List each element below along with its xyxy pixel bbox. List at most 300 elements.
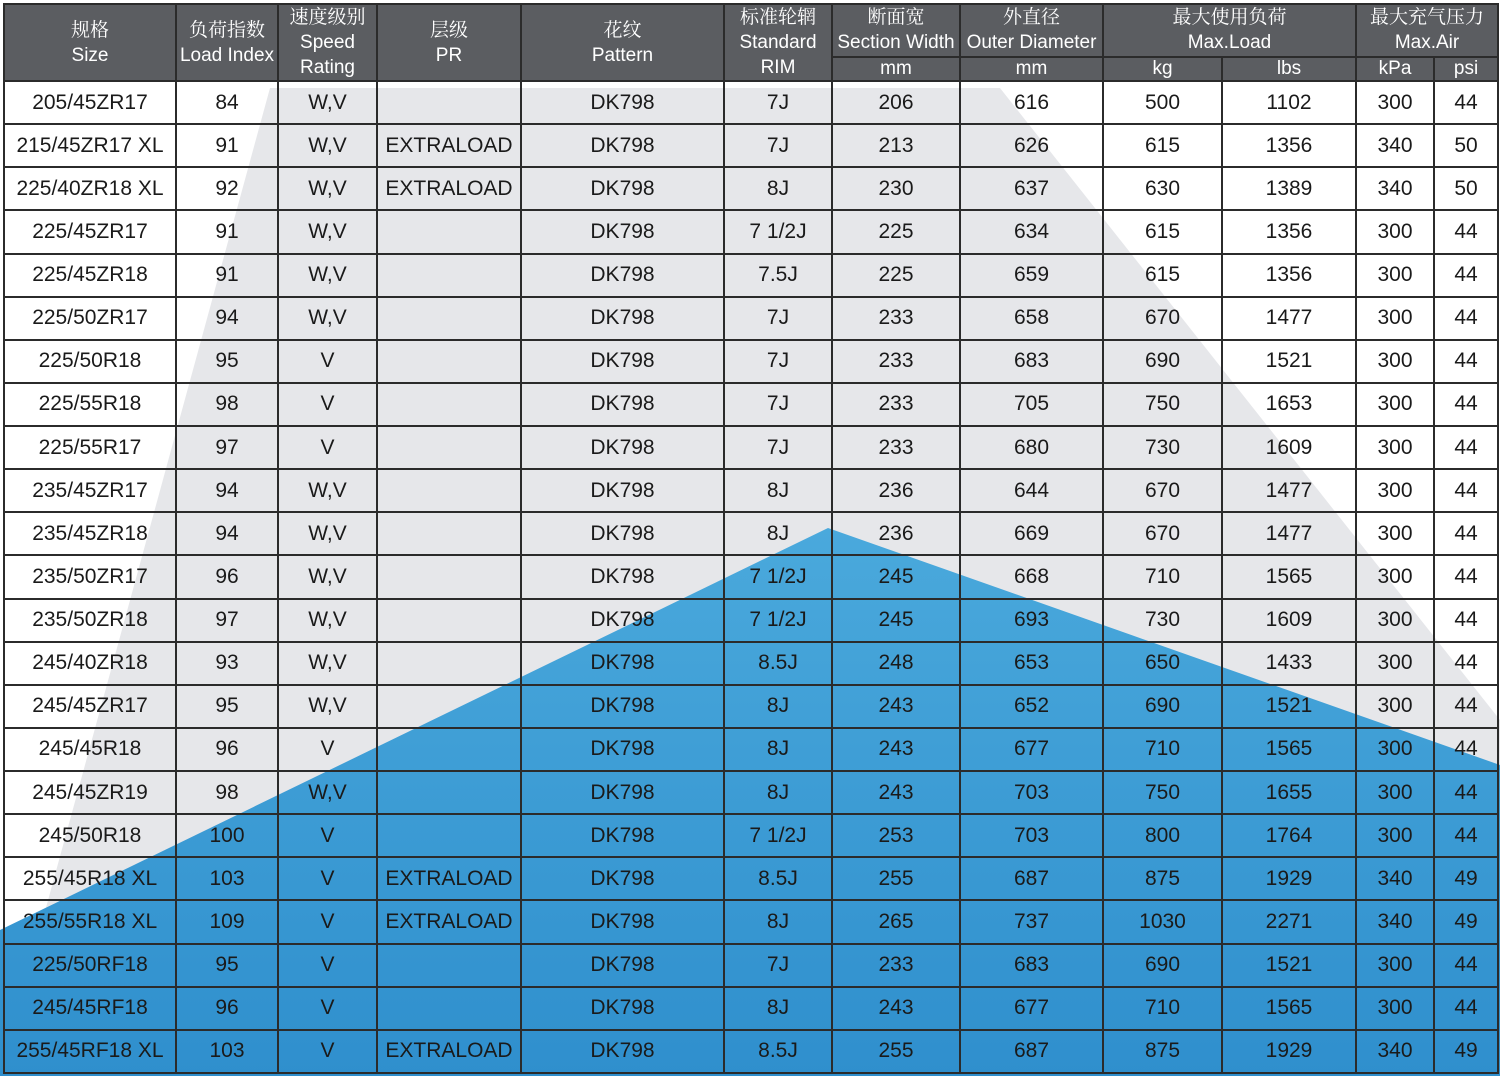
cell-max-air-psi: 44 bbox=[1434, 297, 1498, 340]
table-row bbox=[4, 555, 1498, 598]
cell-speed-rating: V bbox=[278, 987, 377, 1030]
cell-max-air-kpa: 300 bbox=[1356, 383, 1434, 426]
cell-max-air-psi: 44 bbox=[1434, 81, 1498, 124]
cell-max-air-kpa: 340 bbox=[1356, 857, 1434, 900]
cell-max-air-kpa: 300 bbox=[1356, 297, 1434, 340]
cell-max-load-kg: 670 bbox=[1103, 469, 1222, 512]
cell-speed-rating: W,V bbox=[278, 685, 377, 728]
cell-max-air-kpa: 300 bbox=[1356, 599, 1434, 642]
cell-max-air-kpa: 300 bbox=[1356, 987, 1434, 1030]
cell-max-load-lbs: 1521 bbox=[1222, 944, 1356, 987]
table-row bbox=[4, 857, 1498, 900]
cell-size: 245/40ZR18 bbox=[4, 642, 176, 685]
cell-load-index: 98 bbox=[176, 771, 278, 814]
cell-max-air-psi: 44 bbox=[1434, 210, 1498, 253]
table-body bbox=[4, 81, 1498, 1073]
cell-max-air-kpa: 340 bbox=[1356, 900, 1434, 943]
cell-max-air-kpa: 300 bbox=[1356, 469, 1434, 512]
unit-section-width-mm: mm bbox=[832, 57, 960, 81]
cell-pr bbox=[377, 383, 521, 426]
table-row bbox=[4, 167, 1498, 210]
cell-pr bbox=[377, 599, 521, 642]
cell-section-width: 230 bbox=[832, 167, 960, 210]
table-row bbox=[4, 124, 1498, 167]
cell-size: 235/50ZR18 bbox=[4, 599, 176, 642]
cell-max-load-kg: 500 bbox=[1103, 81, 1222, 124]
cell-pr bbox=[377, 81, 521, 124]
cell-outer-diameter: 616 bbox=[960, 81, 1103, 124]
cell-max-load-kg: 710 bbox=[1103, 555, 1222, 598]
cell-rim: 7J bbox=[724, 297, 832, 340]
cell-pr bbox=[377, 987, 521, 1030]
cell-rim: 8J bbox=[724, 469, 832, 512]
cell-size: 225/45ZR18 bbox=[4, 254, 176, 297]
cell-speed-rating: V bbox=[278, 383, 377, 426]
table-row bbox=[4, 383, 1498, 426]
cell-max-air-kpa: 300 bbox=[1356, 512, 1434, 555]
table-row bbox=[4, 944, 1498, 987]
cell-speed-rating: W,V bbox=[278, 469, 377, 512]
cell-outer-diameter: 668 bbox=[960, 555, 1103, 598]
cell-rim: 7J bbox=[724, 81, 832, 124]
table-row bbox=[4, 254, 1498, 297]
cell-outer-diameter: 705 bbox=[960, 383, 1103, 426]
table-row bbox=[4, 728, 1498, 771]
cell-max-load-kg: 875 bbox=[1103, 857, 1222, 900]
cell-max-air-kpa: 300 bbox=[1356, 771, 1434, 814]
cell-pattern: DK798 bbox=[521, 987, 724, 1030]
cell-rim: 7 1/2J bbox=[724, 814, 832, 857]
cell-max-load-kg: 650 bbox=[1103, 642, 1222, 685]
cell-pattern: DK798 bbox=[521, 297, 724, 340]
cell-load-index: 100 bbox=[176, 814, 278, 857]
cell-max-air-psi: 44 bbox=[1434, 771, 1498, 814]
cell-load-index: 97 bbox=[176, 426, 278, 469]
cell-rim: 8J bbox=[724, 728, 832, 771]
cell-pattern: DK798 bbox=[521, 81, 724, 124]
cell-max-air-psi: 44 bbox=[1434, 555, 1498, 598]
cell-max-air-kpa: 340 bbox=[1356, 167, 1434, 210]
cell-load-index: 103 bbox=[176, 1030, 278, 1073]
cell-max-air-psi: 44 bbox=[1434, 728, 1498, 771]
cell-section-width: 236 bbox=[832, 469, 960, 512]
cell-pattern: DK798 bbox=[521, 555, 724, 598]
cell-size: 225/50R18 bbox=[4, 340, 176, 383]
cell-pattern: DK798 bbox=[521, 857, 724, 900]
cell-speed-rating: W,V bbox=[278, 124, 377, 167]
cell-max-load-lbs: 1929 bbox=[1222, 1030, 1356, 1073]
cell-max-air-psi: 50 bbox=[1434, 124, 1498, 167]
cell-max-air-kpa: 300 bbox=[1356, 254, 1434, 297]
cell-section-width: 243 bbox=[832, 685, 960, 728]
table-row bbox=[4, 469, 1498, 512]
table-row bbox=[4, 297, 1498, 340]
cell-rim: 7 1/2J bbox=[724, 555, 832, 598]
cell-outer-diameter: 737 bbox=[960, 900, 1103, 943]
cell-load-index: 91 bbox=[176, 124, 278, 167]
cell-pr bbox=[377, 685, 521, 728]
cell-max-air-kpa: 300 bbox=[1356, 555, 1434, 598]
unit-max-air-kpa: kPa bbox=[1356, 57, 1434, 81]
cell-rim: 8J bbox=[724, 900, 832, 943]
cell-max-load-lbs: 1565 bbox=[1222, 555, 1356, 598]
cell-rim: 8.5J bbox=[724, 642, 832, 685]
cell-speed-rating: V bbox=[278, 857, 377, 900]
cell-load-index: 95 bbox=[176, 685, 278, 728]
cell-pr: EXTRALOAD bbox=[377, 857, 521, 900]
cell-pattern: DK798 bbox=[521, 728, 724, 771]
cell-pattern: DK798 bbox=[521, 383, 724, 426]
cell-pattern: DK798 bbox=[521, 642, 724, 685]
cell-size: 225/45ZR17 bbox=[4, 210, 176, 253]
cell-max-air-psi: 44 bbox=[1434, 599, 1498, 642]
cell-section-width: 255 bbox=[832, 857, 960, 900]
cell-load-index: 92 bbox=[176, 167, 278, 210]
cell-pr: EXTRALOAD bbox=[377, 1030, 521, 1073]
cell-max-load-kg: 730 bbox=[1103, 599, 1222, 642]
cell-outer-diameter: 653 bbox=[960, 642, 1103, 685]
cell-rim: 7 1/2J bbox=[724, 599, 832, 642]
cell-load-index: 95 bbox=[176, 340, 278, 383]
cell-outer-diameter: 669 bbox=[960, 512, 1103, 555]
cell-max-air-psi: 49 bbox=[1434, 857, 1498, 900]
cell-size: 245/45RF18 bbox=[4, 987, 176, 1030]
cell-outer-diameter: 659 bbox=[960, 254, 1103, 297]
table-row bbox=[4, 642, 1498, 685]
cell-max-load-lbs: 1356 bbox=[1222, 124, 1356, 167]
cell-section-width: 233 bbox=[832, 944, 960, 987]
cell-section-width: 233 bbox=[832, 340, 960, 383]
cell-rim: 7.5J bbox=[724, 254, 832, 297]
cell-load-index: 98 bbox=[176, 383, 278, 426]
cell-size: 245/50R18 bbox=[4, 814, 176, 857]
cell-speed-rating: W,V bbox=[278, 167, 377, 210]
cell-max-load-kg: 875 bbox=[1103, 1030, 1222, 1073]
cell-max-air-psi: 44 bbox=[1434, 944, 1498, 987]
cell-pattern: DK798 bbox=[521, 814, 724, 857]
cell-max-load-lbs: 1433 bbox=[1222, 642, 1356, 685]
cell-load-index: 103 bbox=[176, 857, 278, 900]
cell-rim: 8.5J bbox=[724, 1030, 832, 1073]
header-section-width: 断面宽 Section Width bbox=[832, 4, 960, 57]
cell-size: 235/45ZR18 bbox=[4, 512, 176, 555]
cell-pattern: DK798 bbox=[521, 599, 724, 642]
cell-pattern: DK798 bbox=[521, 1030, 724, 1073]
cell-load-index: 96 bbox=[176, 728, 278, 771]
table-row bbox=[4, 1030, 1498, 1073]
cell-size: 225/55R17 bbox=[4, 426, 176, 469]
header-max-air: 最大充气压力 Max.Air bbox=[1356, 4, 1498, 57]
cell-pattern: DK798 bbox=[521, 944, 724, 987]
cell-max-air-kpa: 300 bbox=[1356, 642, 1434, 685]
cell-max-air-psi: 44 bbox=[1434, 512, 1498, 555]
cell-outer-diameter: 637 bbox=[960, 167, 1103, 210]
cell-pr bbox=[377, 254, 521, 297]
cell-max-load-kg: 710 bbox=[1103, 728, 1222, 771]
table-row bbox=[4, 599, 1498, 642]
cell-load-index: 91 bbox=[176, 210, 278, 253]
cell-pr bbox=[377, 728, 521, 771]
cell-load-index: 95 bbox=[176, 944, 278, 987]
cell-outer-diameter: 626 bbox=[960, 124, 1103, 167]
cell-max-air-psi: 49 bbox=[1434, 900, 1498, 943]
cell-rim: 7 1/2J bbox=[724, 210, 832, 253]
unit-max-load-kg: kg bbox=[1103, 57, 1222, 81]
table-row bbox=[4, 512, 1498, 555]
cell-size: 245/45ZR19 bbox=[4, 771, 176, 814]
cell-max-air-kpa: 300 bbox=[1356, 728, 1434, 771]
header-load-index: 负荷指数 Load Index bbox=[176, 4, 278, 81]
cell-max-load-lbs: 1764 bbox=[1222, 814, 1356, 857]
header-speed-rating: 速度级别 Speed Rating bbox=[278, 4, 377, 81]
cell-section-width: 225 bbox=[832, 254, 960, 297]
cell-load-index: 94 bbox=[176, 469, 278, 512]
cell-max-load-lbs: 1102 bbox=[1222, 81, 1356, 124]
cell-max-load-lbs: 1389 bbox=[1222, 167, 1356, 210]
cell-section-width: 233 bbox=[832, 297, 960, 340]
table-row bbox=[4, 685, 1498, 728]
cell-max-load-kg: 690 bbox=[1103, 685, 1222, 728]
cell-size: 225/50RF18 bbox=[4, 944, 176, 987]
cell-rim: 7J bbox=[724, 124, 832, 167]
cell-max-load-lbs: 2271 bbox=[1222, 900, 1356, 943]
tire-spec-table bbox=[3, 3, 1499, 1074]
cell-outer-diameter: 703 bbox=[960, 771, 1103, 814]
cell-max-load-lbs: 1653 bbox=[1222, 383, 1356, 426]
cell-speed-rating: W,V bbox=[278, 512, 377, 555]
cell-section-width: 253 bbox=[832, 814, 960, 857]
cell-pr bbox=[377, 771, 521, 814]
cell-section-width: 213 bbox=[832, 124, 960, 167]
cell-max-load-kg: 690 bbox=[1103, 340, 1222, 383]
cell-speed-rating: W,V bbox=[278, 81, 377, 124]
cell-max-air-psi: 44 bbox=[1434, 426, 1498, 469]
cell-pr bbox=[377, 297, 521, 340]
cell-rim: 8.5J bbox=[724, 857, 832, 900]
cell-size: 225/55R18 bbox=[4, 383, 176, 426]
cell-section-width: 243 bbox=[832, 771, 960, 814]
cell-outer-diameter: 658 bbox=[960, 297, 1103, 340]
cell-pr bbox=[377, 512, 521, 555]
cell-load-index: 94 bbox=[176, 512, 278, 555]
cell-size: 255/45RF18 XL bbox=[4, 1030, 176, 1073]
cell-max-load-lbs: 1521 bbox=[1222, 340, 1356, 383]
cell-outer-diameter: 644 bbox=[960, 469, 1103, 512]
cell-max-air-psi: 44 bbox=[1434, 685, 1498, 728]
header-pattern: 花纹 Pattern bbox=[521, 4, 724, 81]
cell-pattern: DK798 bbox=[521, 685, 724, 728]
cell-max-load-kg: 750 bbox=[1103, 383, 1222, 426]
cell-outer-diameter: 683 bbox=[960, 340, 1103, 383]
cell-max-air-kpa: 340 bbox=[1356, 1030, 1434, 1073]
cell-speed-rating: W,V bbox=[278, 599, 377, 642]
cell-rim: 7J bbox=[724, 944, 832, 987]
cell-section-width: 245 bbox=[832, 599, 960, 642]
cell-size: 235/45ZR17 bbox=[4, 469, 176, 512]
cell-pr bbox=[377, 340, 521, 383]
cell-max-load-kg: 690 bbox=[1103, 944, 1222, 987]
cell-max-air-psi: 44 bbox=[1434, 469, 1498, 512]
cell-size: 225/50ZR17 bbox=[4, 297, 176, 340]
cell-outer-diameter: 703 bbox=[960, 814, 1103, 857]
cell-max-load-lbs: 1609 bbox=[1222, 426, 1356, 469]
cell-max-load-kg: 730 bbox=[1103, 426, 1222, 469]
table-row bbox=[4, 814, 1498, 857]
cell-max-air-kpa: 300 bbox=[1356, 340, 1434, 383]
cell-pr bbox=[377, 642, 521, 685]
cell-section-width: 206 bbox=[832, 81, 960, 124]
cell-outer-diameter: 683 bbox=[960, 944, 1103, 987]
cell-size: 245/45ZR17 bbox=[4, 685, 176, 728]
cell-pattern: DK798 bbox=[521, 900, 724, 943]
cell-pr bbox=[377, 814, 521, 857]
cell-pr bbox=[377, 210, 521, 253]
table-row bbox=[4, 771, 1498, 814]
cell-section-width: 243 bbox=[832, 728, 960, 771]
cell-load-index: 84 bbox=[176, 81, 278, 124]
cell-max-load-kg: 710 bbox=[1103, 987, 1222, 1030]
cell-section-width: 255 bbox=[832, 1030, 960, 1073]
cell-section-width: 248 bbox=[832, 642, 960, 685]
cell-max-air-kpa: 300 bbox=[1356, 814, 1434, 857]
cell-pattern: DK798 bbox=[521, 512, 724, 555]
cell-outer-diameter: 693 bbox=[960, 599, 1103, 642]
cell-load-index: 94 bbox=[176, 297, 278, 340]
cell-rim: 8J bbox=[724, 987, 832, 1030]
cell-max-air-psi: 49 bbox=[1434, 1030, 1498, 1073]
cell-max-load-lbs: 1565 bbox=[1222, 728, 1356, 771]
cell-size: 235/50ZR17 bbox=[4, 555, 176, 598]
cell-speed-rating: V bbox=[278, 814, 377, 857]
cell-rim: 8J bbox=[724, 512, 832, 555]
header-rim: 标准轮辋 Standard RIM bbox=[724, 4, 832, 81]
cell-max-air-kpa: 340 bbox=[1356, 124, 1434, 167]
cell-pattern: DK798 bbox=[521, 340, 724, 383]
table-row bbox=[4, 210, 1498, 253]
cell-rim: 7J bbox=[724, 426, 832, 469]
unit-outer-diameter-mm: mm bbox=[960, 57, 1103, 81]
table-row bbox=[4, 900, 1498, 943]
cell-max-air-psi: 44 bbox=[1434, 814, 1498, 857]
cell-max-load-kg: 1030 bbox=[1103, 900, 1222, 943]
cell-rim: 7J bbox=[724, 340, 832, 383]
cell-outer-diameter: 680 bbox=[960, 426, 1103, 469]
cell-rim: 8J bbox=[724, 771, 832, 814]
header-outer-diameter: 外直径 Outer Diameter bbox=[960, 4, 1103, 57]
cell-load-index: 96 bbox=[176, 987, 278, 1030]
cell-speed-rating: V bbox=[278, 1030, 377, 1073]
cell-size: 215/45ZR17 XL bbox=[4, 124, 176, 167]
cell-max-air-kpa: 300 bbox=[1356, 944, 1434, 987]
cell-max-air-psi: 44 bbox=[1434, 340, 1498, 383]
cell-load-index: 109 bbox=[176, 900, 278, 943]
cell-max-load-kg: 615 bbox=[1103, 210, 1222, 253]
cell-speed-rating: W,V bbox=[278, 210, 377, 253]
cell-rim: 8J bbox=[724, 167, 832, 210]
cell-load-index: 91 bbox=[176, 254, 278, 297]
cell-size: 205/45ZR17 bbox=[4, 81, 176, 124]
cell-section-width: 225 bbox=[832, 210, 960, 253]
cell-outer-diameter: 652 bbox=[960, 685, 1103, 728]
cell-max-load-lbs: 1521 bbox=[1222, 685, 1356, 728]
table-row bbox=[4, 426, 1498, 469]
cell-max-air-kpa: 300 bbox=[1356, 426, 1434, 469]
cell-pr bbox=[377, 426, 521, 469]
cell-pr: EXTRALOAD bbox=[377, 124, 521, 167]
cell-speed-rating: V bbox=[278, 944, 377, 987]
cell-outer-diameter: 634 bbox=[960, 210, 1103, 253]
cell-max-load-lbs: 1929 bbox=[1222, 857, 1356, 900]
cell-section-width: 243 bbox=[832, 987, 960, 1030]
cell-pattern: DK798 bbox=[521, 124, 724, 167]
cell-rim: 7J bbox=[724, 383, 832, 426]
cell-max-load-lbs: 1609 bbox=[1222, 599, 1356, 642]
cell-max-load-lbs: 1565 bbox=[1222, 987, 1356, 1030]
cell-size: 255/55R18 XL bbox=[4, 900, 176, 943]
table-row bbox=[4, 81, 1498, 124]
header-pr: 层级 PR bbox=[377, 4, 521, 81]
cell-section-width: 245 bbox=[832, 555, 960, 598]
cell-max-load-kg: 800 bbox=[1103, 814, 1222, 857]
cell-max-air-kpa: 300 bbox=[1356, 685, 1434, 728]
cell-max-load-kg: 630 bbox=[1103, 167, 1222, 210]
table-row bbox=[4, 987, 1498, 1030]
cell-max-load-kg: 615 bbox=[1103, 124, 1222, 167]
cell-max-load-lbs: 1655 bbox=[1222, 771, 1356, 814]
cell-pr bbox=[377, 469, 521, 512]
cell-max-load-lbs: 1356 bbox=[1222, 210, 1356, 253]
cell-speed-rating: W,V bbox=[278, 297, 377, 340]
cell-pattern: DK798 bbox=[521, 426, 724, 469]
header-max-load: 最大使用负荷 Max.Load bbox=[1103, 4, 1356, 57]
cell-max-air-psi: 44 bbox=[1434, 642, 1498, 685]
cell-max-load-lbs: 1477 bbox=[1222, 297, 1356, 340]
cell-section-width: 233 bbox=[832, 426, 960, 469]
cell-max-load-kg: 750 bbox=[1103, 771, 1222, 814]
cell-max-load-lbs: 1477 bbox=[1222, 512, 1356, 555]
cell-max-load-kg: 670 bbox=[1103, 297, 1222, 340]
cell-speed-rating: V bbox=[278, 426, 377, 469]
cell-speed-rating: V bbox=[278, 728, 377, 771]
cell-speed-rating: W,V bbox=[278, 642, 377, 685]
cell-max-load-kg: 615 bbox=[1103, 254, 1222, 297]
cell-max-load-lbs: 1356 bbox=[1222, 254, 1356, 297]
cell-max-air-kpa: 300 bbox=[1356, 81, 1434, 124]
cell-load-index: 97 bbox=[176, 599, 278, 642]
table-header bbox=[4, 4, 1498, 81]
cell-max-air-psi: 44 bbox=[1434, 987, 1498, 1030]
cell-max-air-kpa: 300 bbox=[1356, 210, 1434, 253]
cell-pr bbox=[377, 555, 521, 598]
cell-section-width: 233 bbox=[832, 383, 960, 426]
cell-speed-rating: W,V bbox=[278, 555, 377, 598]
unit-max-air-psi: psi bbox=[1434, 57, 1498, 81]
cell-pattern: DK798 bbox=[521, 771, 724, 814]
cell-speed-rating: V bbox=[278, 900, 377, 943]
cell-max-load-lbs: 1477 bbox=[1222, 469, 1356, 512]
cell-pattern: DK798 bbox=[521, 210, 724, 253]
cell-speed-rating: W,V bbox=[278, 254, 377, 297]
cell-load-index: 96 bbox=[176, 555, 278, 598]
cell-speed-rating: V bbox=[278, 340, 377, 383]
cell-size: 225/40ZR18 XL bbox=[4, 167, 176, 210]
cell-max-air-psi: 44 bbox=[1434, 383, 1498, 426]
cell-outer-diameter: 687 bbox=[960, 1030, 1103, 1073]
unit-max-load-lbs: lbs bbox=[1222, 57, 1356, 81]
table-row bbox=[4, 340, 1498, 383]
cell-max-load-kg: 670 bbox=[1103, 512, 1222, 555]
cell-pattern: DK798 bbox=[521, 254, 724, 297]
